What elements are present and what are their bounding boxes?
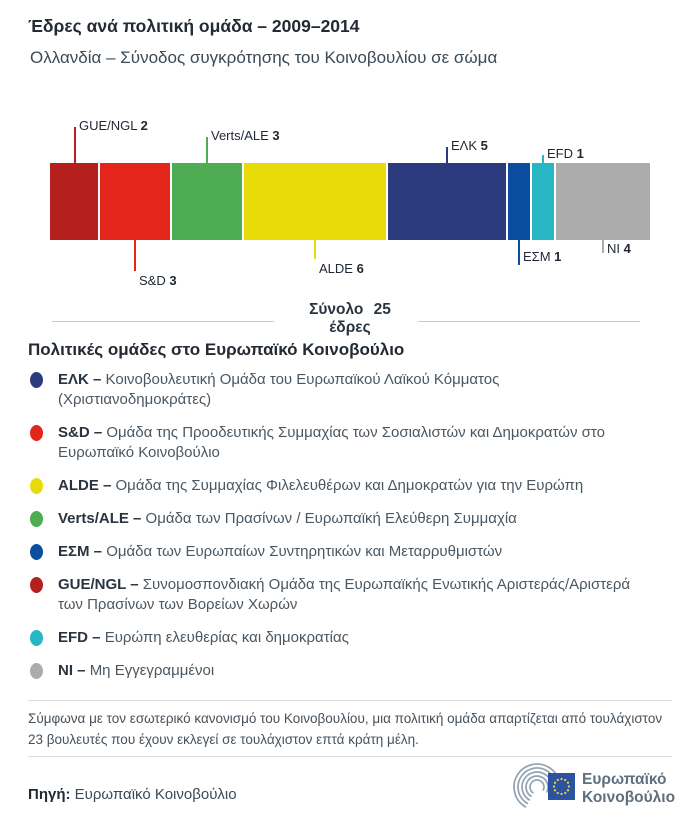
legend-color-dot — [30, 630, 43, 646]
legend-text — [58, 542, 502, 562]
callout-group-name: GUE/NGL — [79, 118, 141, 133]
legend-color-dot — [30, 372, 43, 388]
callout-tick — [446, 147, 448, 163]
legend-color-dot — [30, 663, 43, 679]
callout-seat-count: 1 — [576, 146, 584, 161]
page-title: Έδρες ανά πολιτική ομάδα – 2009–2014 — [28, 16, 360, 36]
callout-seat-count: 1 — [554, 249, 562, 264]
european-parliament-logo — [505, 760, 695, 814]
ep-logo-text — [582, 771, 675, 806]
callout-group-name: ΕΣΜ — [523, 249, 555, 264]
bar-segment-NI — [554, 163, 650, 240]
bar-segment-ALDE — [242, 163, 386, 240]
seat-distribution-bar-chart — [0, 0, 700, 300]
callout-tick — [542, 155, 544, 163]
callout-group-name: EFD — [547, 146, 577, 161]
legend-list — [28, 370, 672, 694]
callout-group-name: NI — [607, 241, 624, 256]
callout-tick — [206, 137, 208, 163]
callout-label — [139, 273, 177, 288]
legend-item — [28, 423, 672, 463]
callout-seat-count: 6 — [356, 261, 364, 276]
bar-segment-Verts-ALE — [170, 163, 242, 240]
callout-seat-count: 3 — [272, 128, 280, 143]
bar-segment-ΕΣΜ — [506, 163, 530, 240]
legend-abbr: EFD – — [58, 629, 105, 646]
callout-group-name: Verts/ALE — [211, 128, 273, 143]
bar-segment-EFD — [530, 163, 554, 240]
legend-description: Ομάδα των Ευρωπαίων Συντηρητικών και Μεταρρυθμιστών — [106, 543, 503, 560]
legend-color-dot — [30, 425, 43, 441]
callout-tick — [518, 240, 520, 265]
eu-flag-icon — [548, 773, 575, 800]
callout-label — [451, 138, 488, 153]
legend-abbr: GUE/NGL – — [58, 576, 143, 593]
callout-label — [547, 146, 584, 161]
callout-seat-count: 4 — [623, 241, 631, 256]
legend-description: Συνομοσπονδιακή Ομάδα της Ευρωπαϊκής Ενωτικής Αριστεράς/Αριστερά των Πρασίνων των Βορείων Χωρών — [58, 576, 631, 613]
total-seats-line1: Σύνολο 25 — [309, 301, 391, 318]
source-label: Πηγή: — [28, 786, 71, 803]
legend-abbr: ΕΣΜ – — [58, 543, 107, 560]
legend-text — [58, 661, 214, 681]
source-line — [28, 786, 237, 803]
legend-item — [28, 575, 672, 615]
legend-text — [58, 370, 654, 410]
footnote-divider-top — [28, 700, 672, 701]
legend-text — [58, 509, 517, 529]
callout-tick — [74, 127, 76, 163]
legend-abbr: S&D – — [58, 424, 107, 441]
bar-segment-ΕΛΚ — [386, 163, 506, 240]
legend-item — [28, 542, 672, 562]
source-value: Ευρωπαϊκό Κοινοβούλιο — [74, 786, 237, 803]
callout-label — [211, 128, 280, 143]
total-seats-line2: έδρες — [329, 319, 371, 336]
callout-group-name: S&D — [139, 273, 170, 288]
legend-text — [58, 423, 654, 463]
callout-tick — [602, 240, 604, 253]
callout-seat-count: 3 — [169, 273, 177, 288]
legend-item — [28, 476, 672, 496]
total-divider-left — [52, 321, 274, 322]
legend-abbr: Verts/ALE – — [58, 510, 146, 527]
bar-segment-GUE-NGL — [50, 163, 98, 240]
callout-label — [319, 261, 364, 276]
legend-item — [28, 661, 672, 681]
legend-abbr: NI – — [58, 662, 90, 679]
legend-description: Κοινοβουλευτική Ομάδα του Ευρωπαϊκού Λαϊκού Κόμματος (Χριστιανοδημοκράτες) — [58, 371, 500, 408]
legend-text — [58, 476, 583, 496]
callout-label — [523, 249, 561, 264]
legend-description: Ομάδα των Πρασίνων / Ευρωπαϊκή Ελεύθερη Συμμαχία — [145, 510, 517, 527]
ep-logo-text-line1: Ευρωπαϊκό — [582, 771, 667, 788]
ep-logo-text-line2: Κοινοβούλιο — [582, 789, 676, 806]
legend-item — [28, 628, 672, 648]
callout-tick — [314, 240, 316, 259]
callout-label — [79, 118, 148, 133]
legend-heading: Πολιτικές ομάδες στο Ευρωπαϊκό Κοινοβούλιο — [28, 340, 405, 359]
total-divider-right — [418, 321, 640, 322]
legend-abbr: ΕΛΚ – — [58, 371, 106, 388]
legend-item — [28, 370, 672, 410]
legend-abbr: ALDE – — [58, 477, 116, 494]
legend-item — [28, 509, 672, 529]
bar-segment-S-D — [98, 163, 170, 240]
legend-description: Ευρώπη ελευθερίας και δημοκρατίας — [104, 629, 349, 646]
legend-color-dot — [30, 478, 43, 494]
legend-description: Μη Εγγεγραμμένοι — [89, 662, 215, 679]
callout-seat-count: 2 — [140, 118, 148, 133]
legend-description: Ομάδα της Προοδευτικής Συμμαχίας των Σοσιαλιστών και Δημοκρατών στο Ευρωπαϊκό Κοινοβούλιο — [58, 424, 605, 461]
total-seats-label — [0, 301, 700, 337]
legend-description: Ομάδα της Συμμαχίας Φιλελευθέρων και Δημοκρατών για την Ευρώπη — [115, 477, 584, 494]
footnote-divider-bottom — [28, 756, 672, 757]
legend-color-dot — [30, 511, 43, 527]
legend-text — [58, 628, 349, 648]
footnote-text: Σύμφωνα με τον εσωτερικό κανονισμό του Κοινοβουλίου, μια πολιτική ομάδα απαρτίζεται από τουλάχιστον 23 βουλευτές που έχουν εκλεγεί σε τουλάχιστον επτά κράτη μέλη. — [28, 711, 663, 747]
legend-text — [58, 575, 654, 615]
callout-label — [607, 241, 631, 256]
callout-group-name: ALDE — [319, 261, 357, 276]
callout-group-name: ΕΛΚ — [451, 138, 481, 153]
page-subtitle: Ολλανδία – Σύνοδος συγκρότησης του Κοινοβουλίου σε σώμα — [30, 48, 498, 67]
legend-color-dot — [30, 544, 43, 560]
legend-color-dot — [30, 577, 43, 593]
callout-seat-count: 5 — [480, 138, 488, 153]
callout-tick — [134, 240, 136, 271]
